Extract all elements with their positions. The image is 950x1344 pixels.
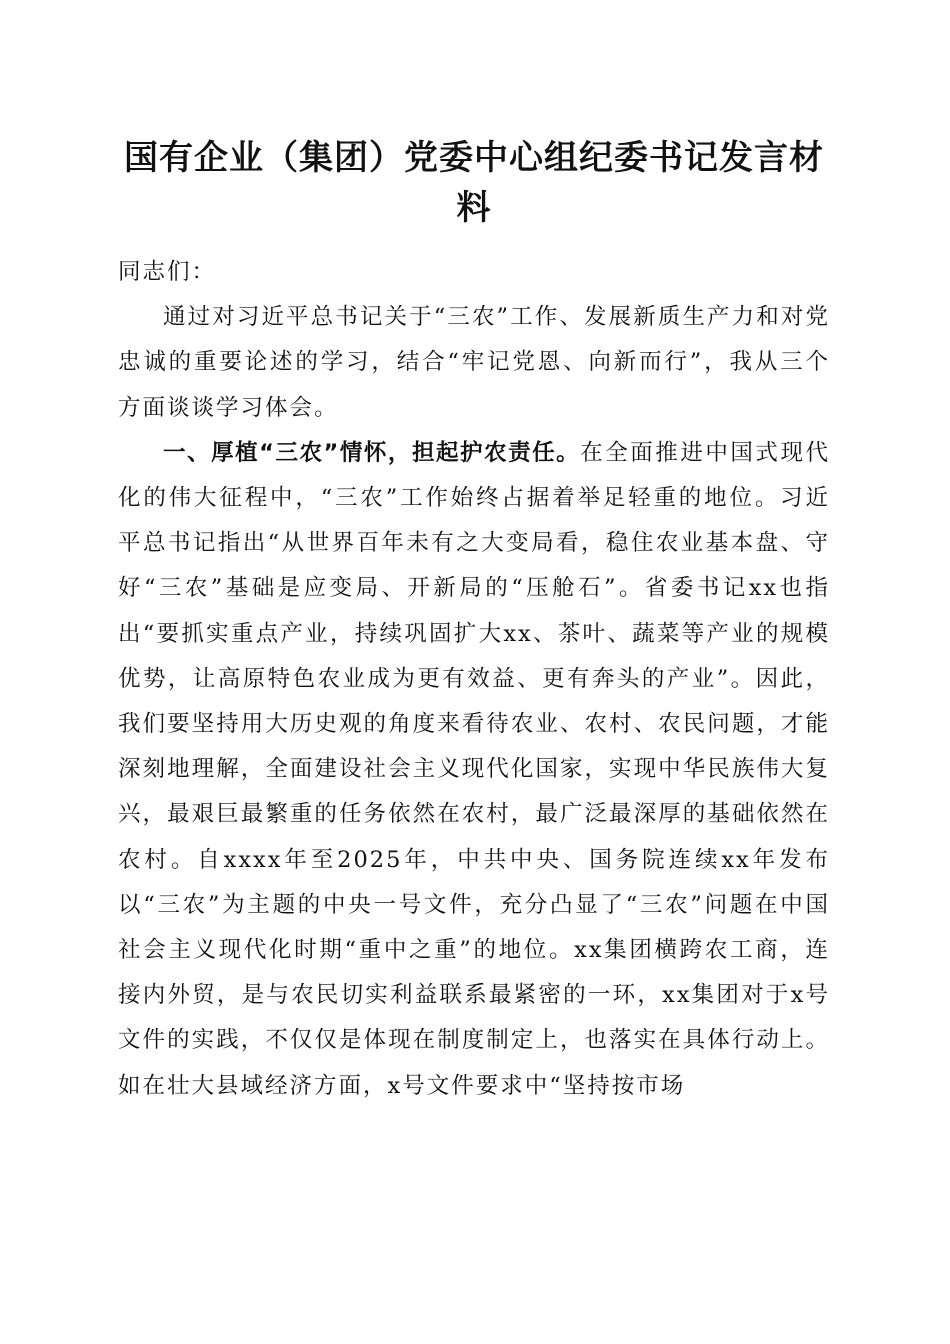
- section-1-heading: 一、厚植“三农”情怀，担起护农责任。: [163, 439, 581, 466]
- salutation: 同志们：: [118, 259, 217, 285]
- section-1-paragraph: [118, 431, 830, 1109]
- intro-paragraph: 通过对习近平总书记关于“三农”工作、发展新质生产力和对党忠诚的重要论述的学习，结合“牢记党恩、向新而行”，我从三个方面谈谈学习体会。: [118, 304, 830, 421]
- section-1-body: 在全面推进中国式现代化的伟大征程中，“三农”工作始终占据着举足轻重的地位。习近平总书记指出“从世界百年未有之大变局看，稳住农业基本盘、守好“三农”基础是应变局、开新局的“压舱石”。省委书记xx也指出“要抓实重点产业，持续巩固扩大xx、茶叶、蔬菜等产业的规模优势，让高原特色农业成为更有效益、更有奔头的产业”。因此，我们要坚持用大历史观的角度来看待农业、农村、农民问题，才能深刻地理解，全面建设社会主义现代化国家，实现中华民族伟大复兴，最艰巨最繁重的任务依然在农村，最广泛最深厚的基础依然在农村。自xxxx年至2025年，中共中央、国务院连续xx年发布以“三农”为主题的中央一号文件，充分凸显了“三农”问题在中国社会主义现代化时期“重中之重”的地位。xx集团横跨农工商，连接内外贸，是与农民切实利益联系最紧密的一环，xx集团对于x号文件的实践，不仅仅是体现在制度制定上，也落实在具体行动上。如在壮大县域经济方面，x号文件要求中“坚持按市场: [118, 439, 830, 1099]
- document-title: 国有企业（集团）党委中心组纪委书记发言材料: [124, 138, 824, 228]
- document-body: [118, 250, 830, 1109]
